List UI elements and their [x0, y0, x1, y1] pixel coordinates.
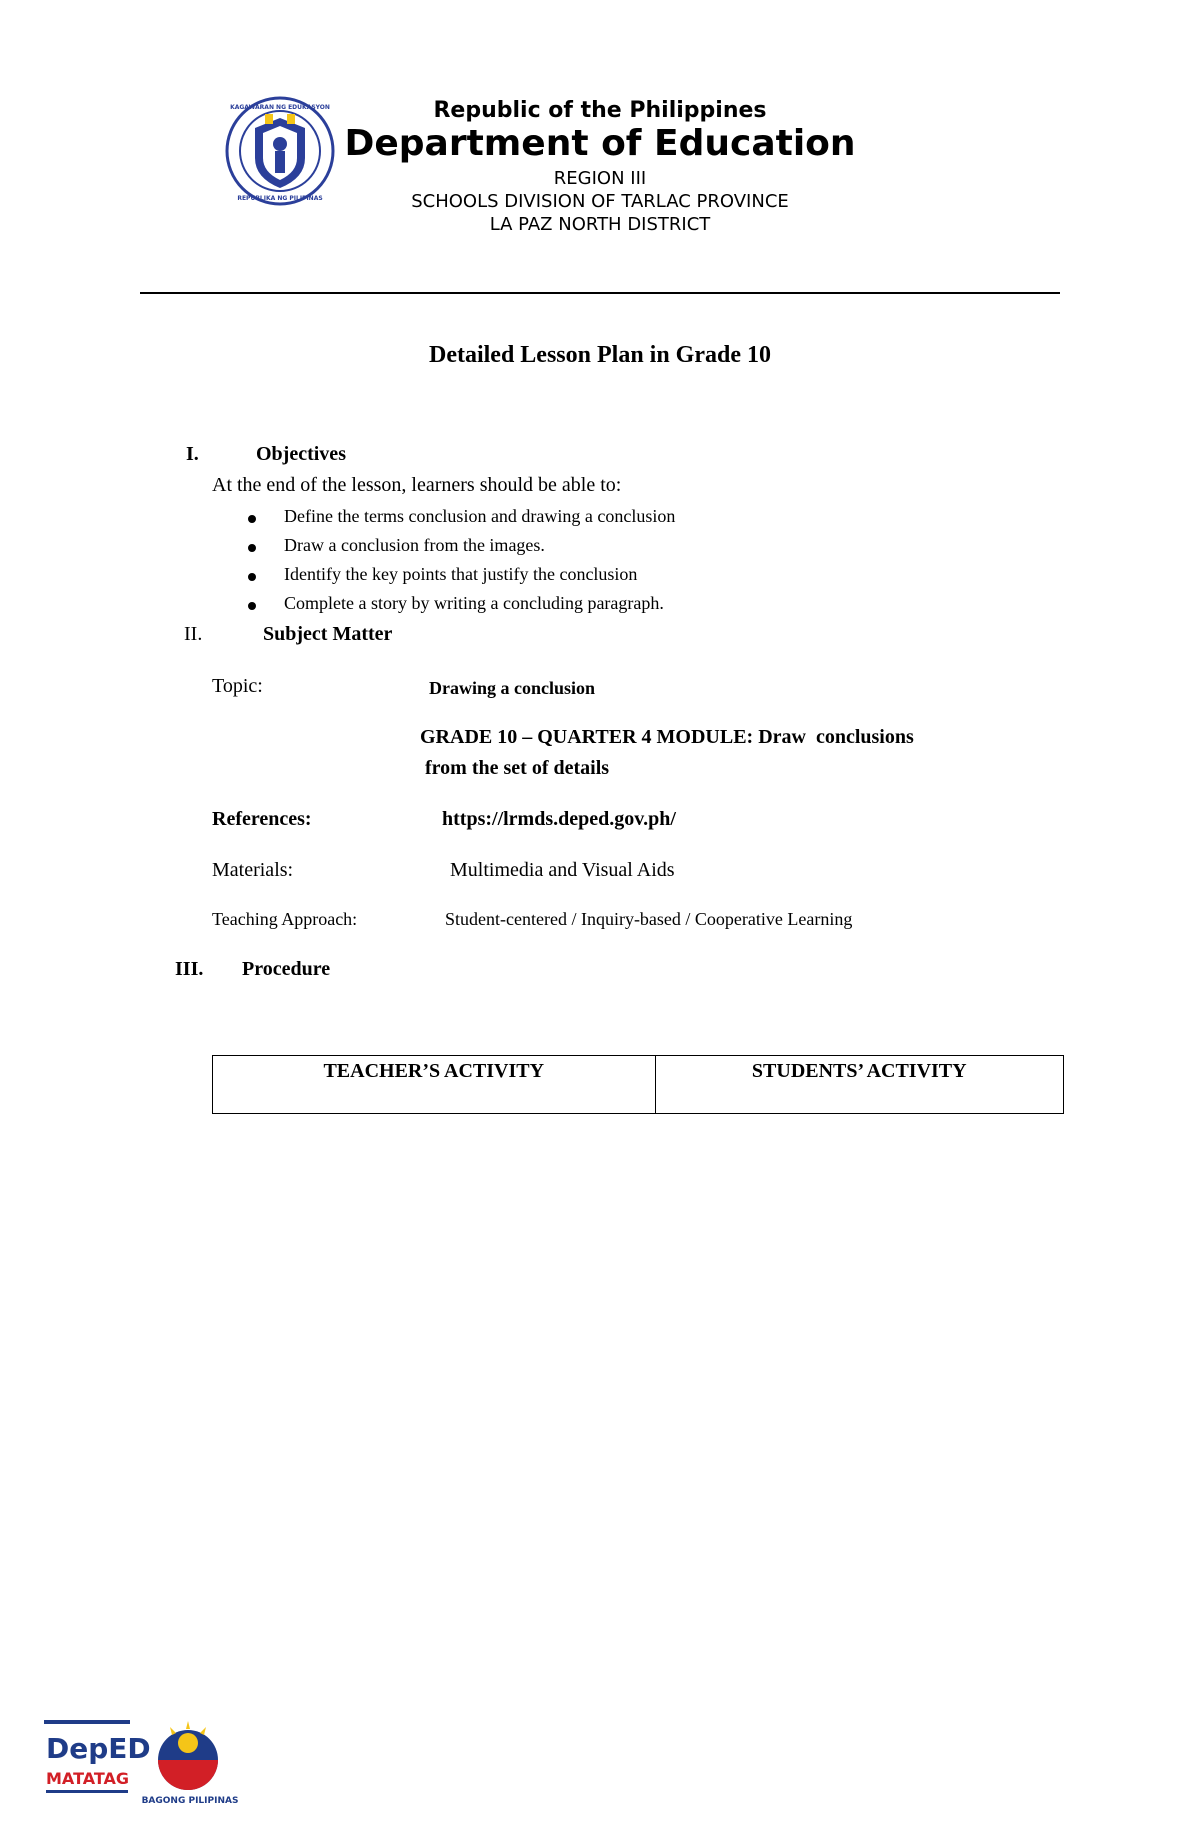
- objectives-heading: Objectives: [256, 443, 346, 465]
- procedure-numeral: III.: [175, 958, 204, 980]
- objective-text: Draw a conclusion from the images.: [284, 535, 545, 555]
- topic-label: Topic:: [212, 675, 263, 697]
- page-title: Detailed Lesson Plan in Grade 10: [428, 342, 771, 368]
- bagong-pilipinas-text: BAGONG PILIPINAS: [141, 1796, 239, 1806]
- bullet-icon: [248, 515, 256, 523]
- references-value: https://lrmds.deped.gov.ph/: [442, 808, 676, 830]
- references-label: References:: [212, 808, 312, 830]
- header-division: SCHOOLS DIVISION OF TARLAC PROVINCE: [411, 191, 789, 212]
- students-activity-header: STUDENTS’ ACTIVITY: [655, 1056, 1063, 1114]
- objectives-intro: At the end of the lesson, learners should be able to:: [212, 474, 622, 496]
- module-line-2: from the set of details: [425, 757, 610, 779]
- materials-value: Multimedia and Visual Aids: [450, 859, 675, 881]
- header-republic: Republic of the Philippines: [433, 98, 767, 123]
- teacher-activity-header: TEACHER’S ACTIVITY: [213, 1056, 656, 1114]
- deped-matatag-logo: [42, 1718, 151, 1800]
- bullet-icon: [248, 573, 256, 581]
- procedure-heading: Procedure: [242, 958, 331, 980]
- module-line-1: GRADE 10 – QUARTER 4 MODULE: Draw conclusions: [420, 726, 914, 748]
- seal-top-text: KAGAWARAN NG EDUKASYON: [230, 104, 330, 111]
- objective-text: Define the terms conclusion and drawing a conclusion: [284, 506, 676, 526]
- activity-table: [212, 1055, 1064, 1114]
- seal-bottom-text: REPUBLIKA NG PILIPINAS: [237, 195, 323, 202]
- bagong-pilipinas-logo: [140, 1715, 240, 1807]
- header-district: LA PAZ NORTH DISTRICT: [489, 214, 711, 235]
- objective-text: Complete a story by writing a concluding paragraph.: [284, 593, 664, 613]
- approach-value: Student-centered / Inquiry-based / Cooperative Learning: [445, 909, 853, 929]
- subject-matter-numeral: II.: [184, 623, 203, 645]
- matatag-wordmark: MATATAG: [46, 1769, 130, 1788]
- bullet-icon: [248, 544, 256, 552]
- objective-text: Identify the key points that justify the conclusion: [284, 564, 638, 584]
- deped-wordmark: DepED: [46, 1732, 151, 1765]
- objectives-numeral: I.: [186, 443, 199, 465]
- subject-matter-heading: Subject Matter: [263, 623, 393, 645]
- materials-label: Materials:: [212, 859, 294, 881]
- bullet-icon: [248, 602, 256, 610]
- table-header-row: [213, 1056, 1064, 1114]
- header-region: REGION III: [553, 168, 647, 189]
- header-department: Department of Education: [344, 123, 856, 164]
- topic-value: Drawing a conclusion: [429, 678, 596, 698]
- header-divider: [140, 292, 1060, 294]
- approach-label: Teaching Approach:: [212, 909, 358, 929]
